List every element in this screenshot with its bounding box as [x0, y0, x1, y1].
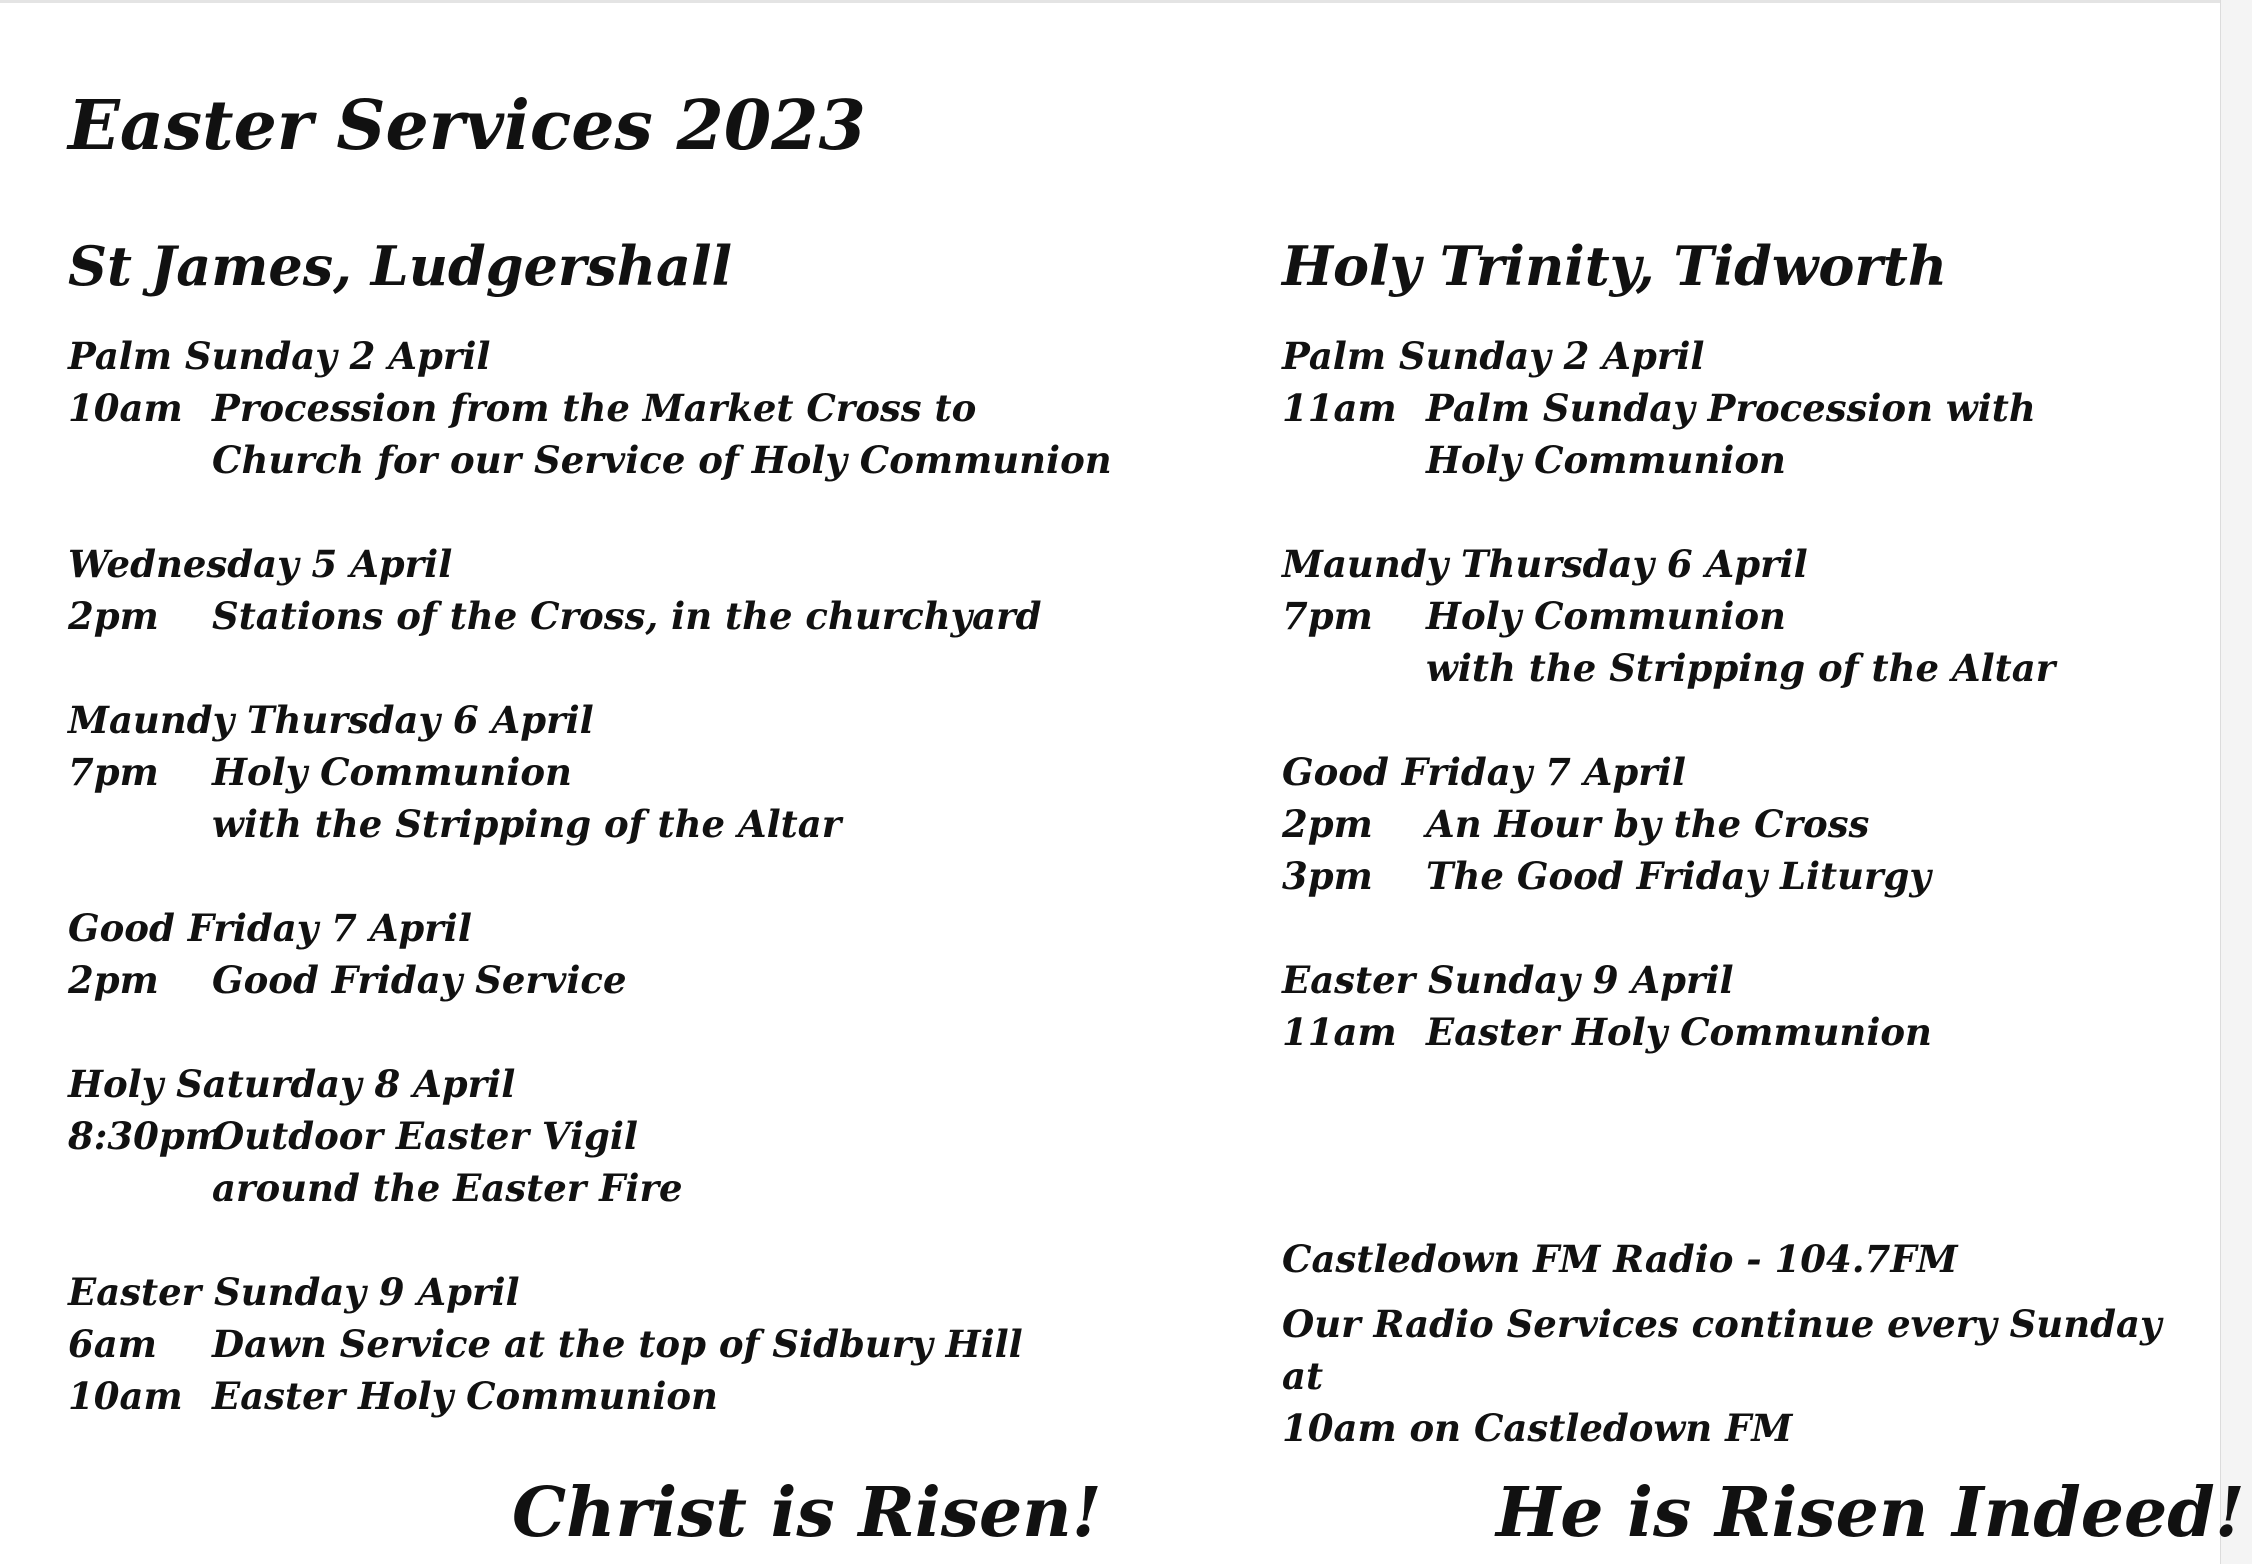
day-heading: Palm Sunday 2 April [68, 334, 491, 378]
day-heading: Easter Sunday 9 April [68, 1270, 520, 1314]
spacer [68, 486, 1218, 538]
service-row [68, 590, 1218, 642]
service-row [1282, 590, 2202, 694]
service-row [68, 1110, 1218, 1214]
service-row [1282, 798, 2202, 850]
service-time: 7pm [68, 750, 159, 794]
service-description: Stations of the Cross, in the churchyard [212, 594, 1042, 638]
service-row [1282, 1006, 2202, 1058]
day-block [68, 1058, 1218, 1214]
service-time: 10am [68, 1374, 183, 1418]
spacer [68, 1006, 1218, 1058]
proclamation-response: He is Risen Indeed! [1496, 1473, 2245, 1553]
service-time: 6am [68, 1322, 157, 1366]
page-right-edge [2220, 0, 2252, 1564]
service-row [68, 746, 1218, 850]
service-description: Outdoor Easter Vigil around the Easter Fire [212, 1114, 683, 1210]
service-row [68, 1370, 1218, 1422]
service-description: Palm Sunday Procession with Holy Communion [1426, 386, 2036, 482]
service-time: 2pm [68, 594, 159, 638]
service-description: Dawn Service at the top of Sidbury Hill [212, 1322, 1023, 1366]
service-time: 11am [1282, 386, 1397, 430]
service-time: 7pm [1282, 594, 1373, 638]
service-description: Good Friday Service [212, 958, 627, 1002]
spacer [68, 1214, 1218, 1266]
radio-heading: Castledown FM Radio - 104.7FM [1282, 1237, 1958, 1281]
radio-text: Our Radio Services continue every Sunday at 10am on Castledown FM [1282, 1302, 2162, 1450]
church-name: Holy Trinity, Tidworth [1282, 234, 1948, 298]
service-time: 11am [1282, 1010, 1397, 1054]
column-ludgershall [68, 230, 1218, 1422]
day-block [68, 538, 1218, 642]
day-heading: Maundy Thursday 6 April [1282, 542, 1808, 586]
day-block [1282, 746, 2202, 902]
day-block [68, 1266, 1218, 1422]
spacer [68, 642, 1218, 694]
service-row [68, 954, 1218, 1006]
service-time: 10am [68, 386, 183, 430]
service-row [68, 382, 1218, 486]
service-row [1282, 850, 2202, 902]
service-time: 2pm [68, 958, 159, 1002]
day-heading: Maundy Thursday 6 April [68, 698, 594, 742]
day-heading: Palm Sunday 2 April [1282, 334, 1705, 378]
spacer [1282, 486, 2202, 538]
page-title: Easter Services 2023 [68, 86, 866, 166]
proclamation-call: Christ is Risen! [512, 1473, 1102, 1553]
day-block [1282, 954, 2202, 1058]
service-time: 2pm [1282, 802, 1373, 846]
page-top-border [0, 0, 2252, 3]
service-description: Holy Communion with the Stripping of the Altar [1426, 594, 2056, 690]
church-name: St James, Ludgershall [68, 234, 733, 298]
day-heading: Easter Sunday 9 April [1282, 958, 1734, 1002]
service-description: Easter Holy Communion [212, 1374, 718, 1418]
day-heading: Wednesday 5 April [68, 542, 453, 586]
service-description: Procession from the Market Cross to Church for our Service of Holy Communion [212, 386, 1112, 482]
day-heading: Good Friday 7 April [1282, 750, 1686, 794]
service-description: The Good Friday Liturgy [1426, 854, 1931, 898]
service-time: 8:30pm [68, 1114, 224, 1158]
day-block [1282, 330, 2202, 486]
service-row [68, 1318, 1218, 1370]
spacer [1282, 694, 2202, 746]
day-heading: Good Friday 7 April [68, 906, 472, 950]
day-block [68, 694, 1218, 850]
column-tidworth [1282, 230, 2202, 1454]
day-block [1282, 538, 2202, 694]
day-block [68, 330, 1218, 486]
service-row [1282, 382, 2202, 486]
service-description: An Hour by the Cross [1426, 802, 1870, 846]
spacer [68, 850, 1218, 902]
day-block [68, 902, 1218, 1006]
spacer [1282, 902, 2202, 954]
service-description: Easter Holy Communion [1426, 1010, 1932, 1054]
service-description: Holy Communion with the Stripping of the Altar [212, 750, 842, 846]
service-time: 3pm [1282, 854, 1373, 898]
day-heading: Holy Saturday 8 April [68, 1062, 516, 1106]
